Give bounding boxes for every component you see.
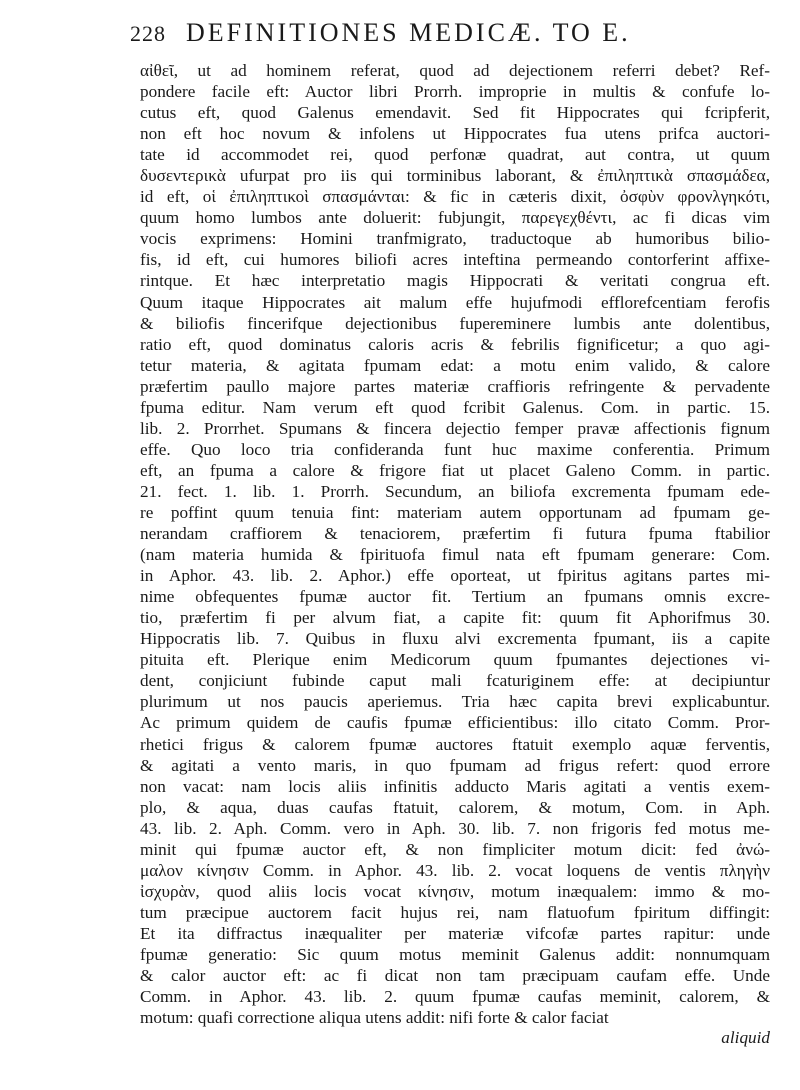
page-header bbox=[130, 18, 770, 58]
text-line: dent, conjiciunt fubinde caput mali fcaturiginem effe: at decipiuntur bbox=[140, 671, 770, 691]
text-line: quum homo lumbos ante doluerit: fubjungit, παρεγεχθέντι, ac fi dicas vim bbox=[140, 208, 770, 228]
text-line: præfertim paullo majore partes materiæ craffioris refringente & pervadente bbox=[140, 376, 770, 396]
text-line: pondere facile eft: Auctor libri Prorrh. improprie in multis & confufe lo- bbox=[140, 82, 770, 102]
text-line: effe. Quo loco tria confideranda funt huc maxime conferentia. Primum bbox=[140, 439, 770, 459]
text-line: αἰθεῖ, ut ad hominem referat, quod ad dejectionem referri debet? Ref- bbox=[140, 61, 770, 80]
text-line: tio, præfertim fi per alvum fiat, a capite fit: quum fit Aphorifmus 30. bbox=[140, 608, 770, 628]
text-line: fpumæ generatio: Sic quum motus meminit Galenus addit: nonnumquam bbox=[140, 944, 770, 964]
text-line: plo, & aqua, duas caufas ftatuit, calorem, & motum, Com. in Aph. bbox=[140, 797, 770, 817]
text-line: ratio eft, quod dominatus caloris acris & febrilis fignificetur; a quo agi- bbox=[140, 334, 770, 354]
text-line: rhetici frigus & calorem fpumæ auctores ftatuit exemplo aquæ ferventis, bbox=[140, 734, 770, 754]
text-line: & agitati a vento maris, in quo fpumam ad frigus refert: quod errore bbox=[140, 755, 770, 775]
text-line: tum præcipue auctorem facit hujus rei, nam flatuofum fpiritum diffingit: bbox=[140, 902, 770, 922]
text-line: vocis exprimens: Homini tranfmigrato, traductoque ab humoribus bilio- bbox=[140, 229, 770, 249]
catchword: aliquid bbox=[721, 1028, 770, 1047]
text-line: Comm. in Aphor. 43. lib. 2. quum fpumæ caufas meminit, calorem, & bbox=[140, 987, 770, 1007]
text-line: μαλον κίνησιν Comm. in Aphor. 43. lib. 2. vocat loquens de ventis πληγὴν bbox=[140, 860, 770, 880]
text-line: Ac primum quidem de caufis fpumæ efficientibus: illo citato Comm. Pror- bbox=[140, 713, 770, 733]
text-line: rintque. Et hæc interpretatio magis Hippocrati & veritati congrua eft. bbox=[140, 271, 770, 291]
running-title: DEFINITIONES MEDICÆ. TO E. bbox=[186, 18, 631, 47]
page-number: 228 bbox=[130, 21, 166, 46]
text-line: non vacat: nam locis aliis infinitis adducto Maris agitati a ventis exem- bbox=[140, 776, 770, 796]
text-line: pituita eft. Plerique enim Medicorum quum fpumantes dejectiones vi- bbox=[140, 650, 770, 670]
text-line: plurimum ut nos paucis aperiemus. Tria hæc capita brevi explicabuntur. bbox=[140, 692, 770, 712]
text-line: Hippocratis lib. 7. Quibus in fluxu alvi excrementa fpumant, iis a capite bbox=[140, 629, 770, 649]
text-line: cutus eft, quod Galenus emendavit. Sed fit Hippocrates qui fcripferit, bbox=[140, 103, 770, 123]
text-line: (nam materia humida & fpirituofa fimul nata eft fpumam generare: Com. bbox=[140, 545, 770, 565]
text-line: & biliofis fincerifque dejectionibus fupereminere lumbis ante dolentibus, bbox=[140, 313, 770, 333]
text-line: re poffint quum tenuia fint: materiam autem opportunam ad fpumam ge- bbox=[140, 502, 770, 522]
text-line: fis, id eft, cui humores biliofi acres inteftina permeando contorferint affixe- bbox=[140, 250, 770, 270]
text-line: tetur materia, & agitata fpumam edat: a motu enim valido, & calore bbox=[140, 355, 770, 375]
text-line: & calor auctor eft: ac fi dicat non tam præcipuam caufam effe. Unde bbox=[140, 966, 770, 986]
text-line: δυσεντερικὰ ufurpat pro iis qui torminibus laborant, & ἐπιληπτικὰ σπασμάδεα, bbox=[140, 166, 770, 186]
text-line: motum: quafi correctione aliqua utens addit: nifi forte & calor faciat bbox=[140, 1008, 609, 1028]
text-line: in Aphor. 43. lib. 2. Aphor.) effe oporteat, ut fpiritus agitans partes mi- bbox=[140, 566, 770, 586]
text-line: id eft, οἱ ἐπιληπτικοὶ σπασμάνται: & fic in cæteris dixit, ὀσφὺν φρονλγηκότι, bbox=[140, 187, 770, 207]
text-line: 43. lib. 2. Aph. Comm. vero in Aph. 30. lib. 7. non frigoris fed motus me- bbox=[140, 818, 770, 838]
text-line: non eft hoc novum & infolens ut Hippocrates fua utens prifca auctori- bbox=[140, 124, 770, 144]
text-line: lib. 2. Prorrhet. Spumans & fincera dejectio femper pravæ affectionis fignum bbox=[140, 418, 770, 438]
text-line: ἰσχυρὰν, quod aliis locis vocat κίνησιν, motum inæqualem: immo & mo- bbox=[140, 881, 770, 901]
text-line: Quum itaque Hippocrates ait malum effe hujufmodi efflorefcentiam ferofis bbox=[140, 292, 770, 312]
text-line: Et ita diffractus inæqualiter per materiæ vifcofæ partes rapitur: unde bbox=[140, 923, 770, 943]
text-line: nime obfequentes fpumæ auctor fit. Tertium an fpumans omnis excre- bbox=[140, 587, 770, 607]
text-line: nerandam craffiorem & tenaciorem, præfertim fi futura fpuma ftabilior bbox=[140, 524, 770, 544]
text-line: minit qui fpumæ auctor eft, & non fimpliciter motum dicit: fed ἀνώ- bbox=[140, 839, 770, 859]
text-line: eft, an fpuma a calore & frigore fiat ut placet Galeno Comm. in partic. bbox=[140, 460, 770, 480]
text-line: fpuma editur. Nam verum eft quod fcribit Galenus. Com. in partic. 15. bbox=[140, 397, 770, 417]
body-text bbox=[140, 60, 770, 1028]
text-line: 21. fect. 1. lib. 1. Prorrh. Secundum, an biliofa excrementa fpumam ede- bbox=[140, 481, 770, 501]
text-line: tate id accommodet rei, quod perfonæ quadrat, aut contra, ut quum bbox=[140, 145, 770, 165]
